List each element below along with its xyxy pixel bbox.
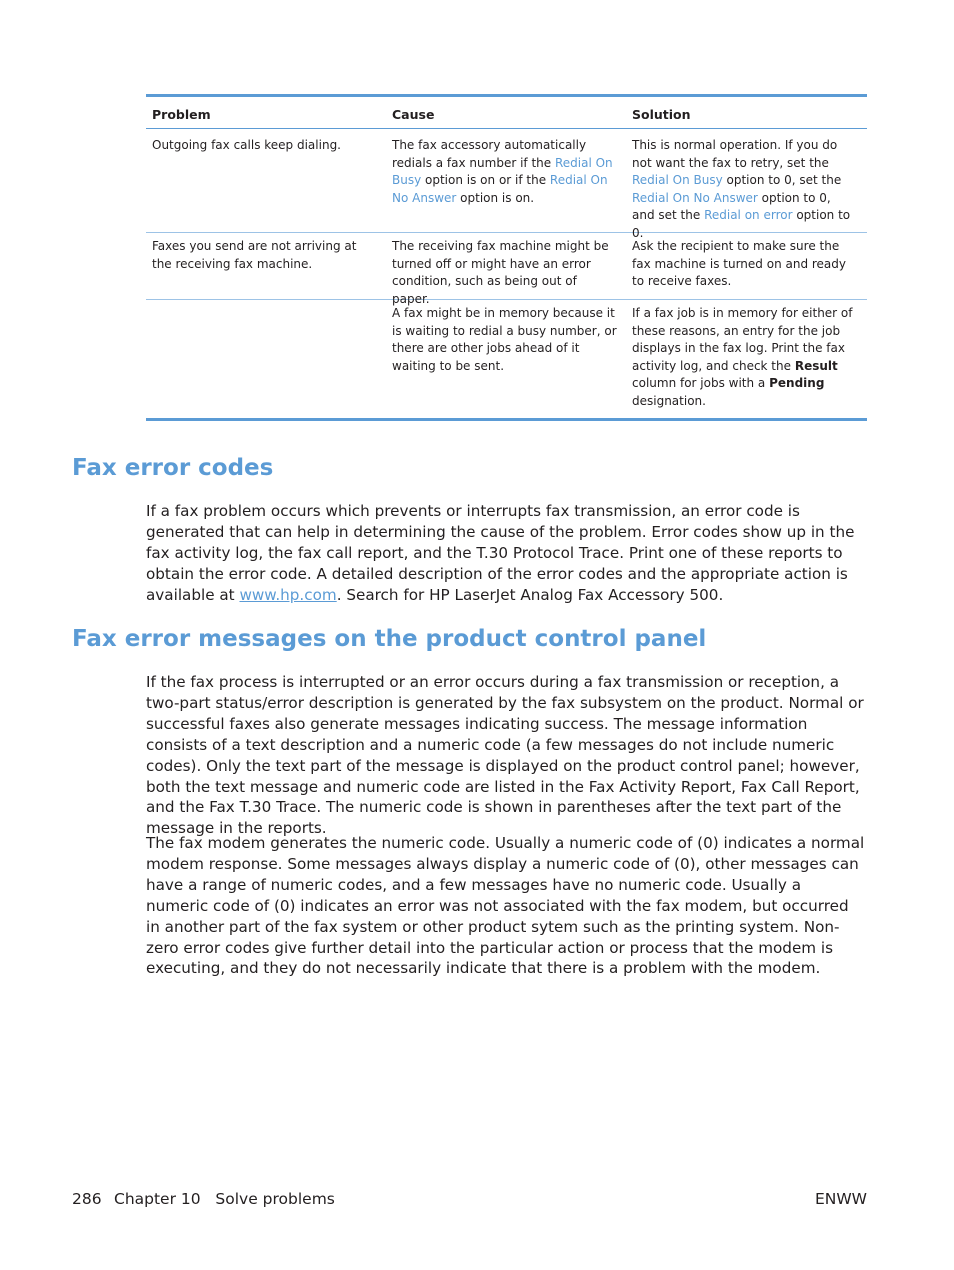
- pending-label: Pending: [769, 376, 825, 391]
- footer-page-number: 286: [72, 1190, 102, 1208]
- row2-solution: Ask the recipient to make sure the fax machine is turned on and ready to receive faxes.: [632, 239, 847, 289]
- table-bottom-rule: [146, 418, 867, 421]
- redial-on-no-answer-link[interactable]: Redial On No Answer: [632, 190, 758, 205]
- hp-website-link[interactable]: www.hp.com: [239, 585, 337, 604]
- row2-problem: Faxes you send are not arriving at the receiving fax machine.: [152, 239, 357, 271]
- header-problem: Problem: [152, 107, 211, 122]
- fax-error-messages-paragraph-1: If the fax process is interrupted or an error occurs during a fax transmission or reception, a two-part status/error description is generated by the fax subsystem on the product. Normal or successful faxes also generate messages indicating success. The message information consists of a text description and a numeric code (a few messages do not include numeric codes). Only the text part of the message is displayed on the product control panel; however, both the text message and numeric code are listed in the Fax Activity Report, Fax Call Report, and the Fax T.30 Trace. The numeric code is shown in parentheses after the text part of the message in the reports.: [146, 673, 864, 838]
- row2-cause: The receiving fax machine might be turned off or might have an error condition, such as being out of paper.: [392, 239, 609, 306]
- row3-solution: If a fax job is in memory for either of these reasons, an entry for the job displays in the fax log. Print the fax activity log, and check the Result column for jobs with a Pending designation.: [632, 306, 853, 408]
- row1-cause: The fax accessory automatically redials a fax number if the Redial On Busy option is on or if the Redial On No Answer option is on.: [392, 138, 613, 205]
- redial-on-no-answer-link[interactable]: Redial On No Answer: [392, 173, 608, 205]
- footer-chapter: Chapter 10 Solve problems: [114, 1190, 335, 1208]
- redial-on-busy-link[interactable]: Redial On Busy: [632, 173, 723, 188]
- footer-locale: ENWW: [814, 1190, 867, 1208]
- troubleshooting-table: [146, 94, 867, 421]
- table-row: [146, 233, 867, 306]
- table-row: [146, 129, 867, 240]
- header-cause: Cause: [392, 107, 435, 122]
- fax-error-messages-paragraph-2: The fax modem generates the numeric code. Usually a numeric code of (0) indicates a normal modem response. Some messages always display a numeric code of (0), other messages can have a range of numeric codes, and a few messages have no numeric code. Usually a numeric code of (0) indicates an error was not associated with the fax modem, but occurred in another part of the fax system or other product sytem such as the printing system. Non-zero error codes give further detail into the particular action or process that the modem is executing, and they do not necessarily indicate that there is a problem with the modem.: [146, 834, 865, 978]
- redial-on-busy-link[interactable]: Redial On Busy: [392, 155, 613, 188]
- row1-solution: This is normal operation. If you do not want the fax to retry, set the Redial On Busy option to 0, set the Redial On No Answer option to 0, and set the Redial on error option to 0.: [632, 138, 851, 240]
- redial-on-error-link[interactable]: Redial on error: [704, 208, 793, 223]
- section-title-fax-error-messages: Fax error messages on the product control panel: [72, 626, 707, 652]
- row3-cause: A fax might be in memory because it is waiting to redial a busy number, or there are other jobs ahead of it waiting to be sent.: [392, 306, 617, 373]
- table-header-row: [146, 97, 867, 129]
- fax-error-codes-paragraph: If a fax problem occurs which prevents or interrupts fax transmission, an error code is generated that can help in determining the cause of the problem. Error codes show up in the fax activity log, the fax call report, and the T.30 Protocol Trace. Print one of these reports to obtain the error code. A detailed description of the error codes and the appropriate action is available at www.hp.com. Search for HP LaserJet Analog Fax Accessory 500.: [146, 502, 855, 604]
- section-title-fax-error-codes: Fax error codes: [72, 455, 274, 481]
- result-label: Result: [794, 358, 838, 373]
- table-row: [146, 300, 867, 418]
- header-solution: Solution: [632, 107, 691, 122]
- row1-problem: Outgoing fax calls keep dialing.: [152, 138, 341, 152]
